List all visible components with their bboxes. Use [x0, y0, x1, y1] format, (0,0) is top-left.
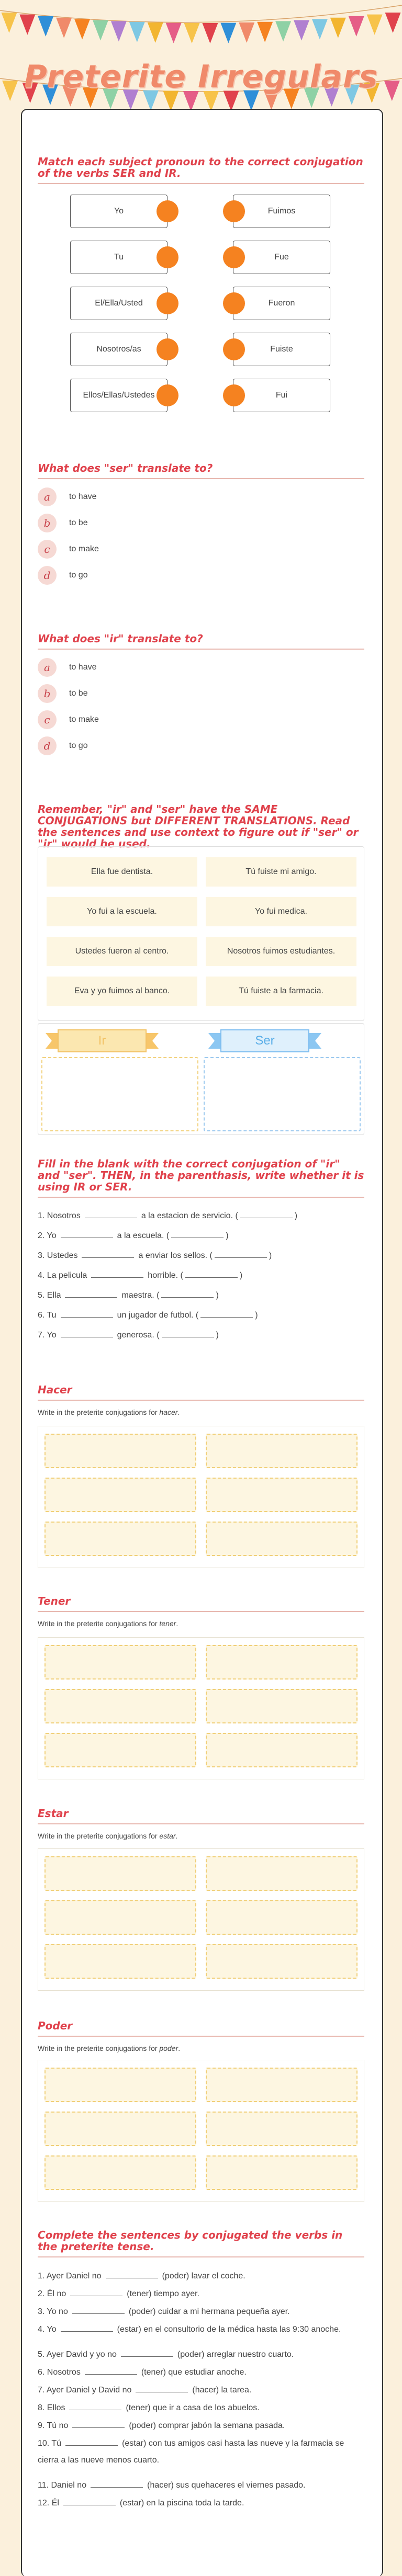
estar-conjugation-table — [38, 1848, 364, 1991]
sentence-end: (estar) con tus amigos casi hasta las nueve y la farmacia se cierra a las nueve menos cuarto. — [38, 2439, 344, 2465]
answer-blank[interactable] — [61, 1230, 113, 1238]
fill-sentence — [38, 1250, 272, 1261]
paren-close: ) — [294, 1211, 298, 1220]
sentence-end: a la estacion de servicio. ( — [141, 1211, 238, 1220]
match-left-item[interactable]: Nosotros/as — [70, 333, 168, 366]
answer-blank[interactable] — [91, 2480, 143, 2488]
answer-blank[interactable] — [121, 2349, 173, 2357]
tener-section — [38, 1595, 364, 1628]
sentence-start: 4. La pelicula — [38, 1271, 87, 1280]
answer-option[interactable] — [38, 487, 96, 506]
conjugation-input-cell[interactable] — [206, 2155, 358, 2190]
match-connector-dot[interactable] — [157, 246, 178, 268]
question-ser-heading: What does "ser" translate to? — [38, 462, 213, 474]
sort-item-card[interactable]: Yo fui a la escuela. — [47, 897, 197, 926]
conjugation-input-cell[interactable] — [44, 1645, 196, 1679]
sort-item-card[interactable]: Nosotros fuimos estudiantes. — [206, 937, 356, 966]
bunting-flag — [38, 16, 53, 37]
conjugation-input-cell[interactable] — [44, 2155, 196, 2190]
conjugation-input-cell[interactable] — [44, 1522, 196, 1556]
answer-blank[interactable] — [65, 1290, 117, 1298]
category-ir-label: Ir — [98, 1034, 106, 1048]
match-right-item[interactable]: Fui — [233, 379, 330, 412]
answer-blank[interactable] — [85, 1210, 137, 1218]
paren-close: ) — [216, 1291, 219, 1300]
complete-sentence — [38, 2418, 364, 2434]
match-connector-dot[interactable] — [157, 338, 178, 360]
bunting-flag — [148, 22, 163, 43]
tener-conjugation-table — [38, 1637, 364, 1779]
complete-sentence — [38, 2364, 364, 2381]
conjugation-input-cell[interactable] — [206, 1856, 358, 1891]
match-left-item[interactable]: El/Ella/Usted — [70, 287, 168, 320]
complete-sentence — [38, 2477, 364, 2494]
sentence-start: 4. Yo — [38, 2325, 57, 2334]
answer-option[interactable] — [38, 566, 88, 585]
divider — [38, 183, 364, 184]
poder-heading: Poder — [38, 2019, 73, 2032]
ir-ser-blank[interactable] — [171, 1230, 224, 1238]
option-text: to go — [69, 571, 88, 580]
complete-heading: Complete the sentences by conjugated the verbs in the preterite tense. — [38, 2229, 343, 2253]
sort-item-card[interactable]: Tú fuiste a la farmacia. — [206, 977, 356, 1006]
sentence-start: 6. Nosotros — [38, 2368, 81, 2377]
conjugation-input-cell[interactable] — [206, 2112, 358, 2146]
divider — [38, 478, 364, 479]
option-text: to have — [69, 492, 97, 501]
ir-ser-blank[interactable] — [215, 1250, 267, 1258]
sort-item-card[interactable]: Yo fui medica. — [206, 897, 356, 926]
bunting-flag — [257, 22, 273, 42]
answer-blank[interactable] — [70, 2288, 122, 2296]
poder-conjugation-table — [38, 2060, 364, 2202]
sentence-start: 9. Tú no — [38, 2421, 69, 2430]
divider — [38, 1823, 364, 1824]
conjugation-input-cell[interactable] — [44, 1900, 196, 1935]
fill-sentence — [38, 1310, 258, 1321]
ir-ser-blank[interactable] — [185, 1270, 238, 1278]
answer-option[interactable] — [38, 736, 88, 755]
question-ir — [38, 633, 364, 650]
sentence-end: horrible. ( — [148, 1271, 183, 1280]
answer-blank[interactable] — [63, 2498, 116, 2505]
option-letter: c — [38, 540, 57, 559]
match-left-item[interactable]: Tu — [70, 241, 168, 274]
sentence-end: (poder) arreglar nuestro cuarto. — [177, 2350, 294, 2359]
sentence-end: (poder) comprar jabón la semana pasada. — [129, 2421, 285, 2430]
fill-sentence — [38, 1290, 219, 1301]
conjugation-input-cell[interactable] — [44, 1733, 196, 1767]
option-letter: d — [38, 736, 57, 755]
category-board — [38, 1023, 364, 1135]
ir-ser-blank[interactable] — [161, 1290, 214, 1298]
bunting-flag — [56, 18, 72, 38]
answer-blank[interactable] — [85, 2367, 137, 2375]
sentence-end: (tener) que estudiar anoche. — [141, 2368, 247, 2377]
sort-section — [38, 803, 364, 849]
match-right-item[interactable]: Fuiste — [233, 333, 330, 366]
ir-ser-blank[interactable] — [162, 1330, 214, 1337]
sentence-start: 2. Él no — [38, 2289, 66, 2298]
sentence-end: (poder) lavar el coche. — [162, 2272, 245, 2280]
option-letter: c — [38, 710, 57, 729]
match-connector-dot[interactable] — [157, 384, 178, 406]
match-connector-dot[interactable] — [223, 246, 245, 268]
option-text: to be — [69, 689, 88, 698]
conjugation-input-cell[interactable] — [206, 1478, 358, 1512]
sort-item-card[interactable]: Ella fue dentista. — [47, 857, 197, 887]
divider — [38, 2256, 364, 2257]
option-letter: b — [38, 684, 57, 703]
complete-sentence — [38, 2286, 364, 2302]
sentence-start: 1. Ayer Daniel no — [38, 2272, 102, 2280]
sentence-end: (tener) que ir a casa de los abuelos. — [126, 2403, 260, 2412]
question-ser — [38, 462, 364, 479]
match-right-item[interactable]: Fueron — [233, 287, 330, 320]
paren-close: ) — [226, 1231, 229, 1240]
sentence-end: (estar) en la piscina toda la tarde. — [119, 2499, 244, 2507]
match-connector-dot[interactable] — [223, 338, 245, 360]
sentence-start: 11. Daniel no — [38, 2481, 87, 2490]
bunting-flag — [220, 23, 236, 43]
sentence-end: (hacer) la tarea. — [192, 2386, 252, 2395]
poder-section — [38, 2020, 364, 2052]
paren-close: ) — [269, 1251, 272, 1260]
sentence-start: 10. Tú — [38, 2439, 62, 2448]
sort-items-grid — [38, 846, 364, 1021]
tener-instructions: Write in the preterite conjugations for tener. — [38, 1619, 178, 1628]
conjugation-input-cell[interactable] — [44, 1689, 196, 1723]
divider — [38, 649, 364, 650]
option-text: to be — [69, 518, 88, 527]
header — [0, 0, 402, 120]
bunting-flag — [184, 23, 200, 43]
match-connector-dot[interactable] — [157, 200, 178, 222]
option-text: to have — [69, 663, 97, 672]
match-connector-dot[interactable] — [157, 292, 178, 314]
sort-item-card[interactable]: Tú fuiste mi amigo. — [206, 857, 356, 887]
tener-heading: Tener — [38, 1595, 71, 1607]
conjugation-input-cell[interactable] — [206, 1434, 358, 1468]
hacer-section — [38, 1384, 364, 1416]
option-text: to make — [69, 715, 99, 724]
paren-close: ) — [255, 1311, 258, 1320]
complete-sentence — [38, 2400, 364, 2416]
estar-section — [38, 1808, 364, 1840]
fill-sentence — [38, 1230, 229, 1241]
conjugation-input-cell[interactable] — [44, 1856, 196, 1891]
hacer-instructions: Write in the preterite conjugations for hacer. — [38, 1408, 180, 1416]
answer-blank[interactable] — [61, 1330, 113, 1337]
poder-instructions: Write in the preterite conjugations for poder. — [38, 2044, 181, 2052]
sentence-end: a enviar los sellos. ( — [138, 1251, 213, 1260]
answer-blank[interactable] — [65, 2438, 118, 2446]
sentence-end: (estar) en el consultorio de la médica hasta las 9:30 anoche. — [117, 2325, 341, 2334]
fill-sentence — [38, 1330, 219, 1341]
estar-instructions: Write in the preterite conjugations for estar. — [38, 1832, 178, 1840]
conjugation-input-cell[interactable] — [44, 1434, 196, 1468]
sentence-start: 5. Ella — [38, 1291, 61, 1300]
match-right-item[interactable]: Fue — [233, 241, 330, 274]
conjugation-input-cell[interactable] — [206, 1645, 358, 1679]
sentence-start: 3. Ustedes — [38, 1251, 78, 1260]
sentence-start: 3. Yo no — [38, 2307, 68, 2316]
conjugation-input-cell[interactable] — [206, 1689, 358, 1723]
conjugation-input-cell[interactable] — [206, 1522, 358, 1556]
category-ser-dropzone[interactable] — [204, 1057, 361, 1131]
category-ser-label: Ser — [255, 1034, 275, 1048]
answer-blank[interactable] — [72, 2420, 125, 2428]
complete-sentence — [38, 2268, 364, 2285]
sentence-end: un jugador de futbol. ( — [117, 1311, 199, 1320]
divider — [38, 2036, 364, 2037]
paren-close: ) — [216, 1331, 219, 1340]
bunting-flag — [93, 20, 108, 41]
divider — [38, 1400, 364, 1401]
sentence-end: maestra. ( — [121, 1291, 160, 1300]
page-title: Preterite Irregulars — [24, 59, 378, 95]
match-left-item[interactable]: Yo — [70, 195, 168, 228]
complete-sentence — [38, 2303, 364, 2320]
answer-blank[interactable] — [136, 2385, 188, 2392]
conjugation-input-cell[interactable] — [44, 2112, 196, 2146]
sentence-end: a la escuela. ( — [117, 1231, 170, 1240]
option-letter: d — [38, 566, 57, 585]
fill-section — [38, 1158, 364, 1198]
ir-ser-blank[interactable] — [240, 1210, 293, 1218]
estar-heading: Estar — [38, 1807, 69, 1820]
bunting-flag — [202, 23, 218, 43]
answer-option[interactable] — [38, 514, 88, 532]
bunting-flag — [74, 19, 90, 39]
sort-item-card[interactable]: Ustedes fueron al centro. — [47, 937, 197, 966]
bunting-flag — [330, 18, 346, 38]
complete-sentence — [38, 2346, 364, 2363]
hacer-heading: Hacer — [38, 1383, 72, 1396]
match-connector-dot[interactable] — [223, 200, 245, 222]
question-ir-options — [38, 658, 364, 763]
answer-blank[interactable] — [106, 2271, 158, 2278]
answer-blank[interactable] — [91, 1270, 143, 1278]
bunting-flag — [385, 13, 401, 33]
fill-sentence — [38, 1270, 242, 1281]
match-heading: Match each subject pronoun to the correct conjugation of the verbs SER and IR. — [38, 155, 363, 179]
sentence-start: 2. Yo — [38, 1231, 57, 1240]
conjugation-input-cell[interactable] — [206, 2068, 358, 2102]
sentence-start: 7. Yo — [38, 1331, 57, 1340]
complete-section — [38, 2229, 364, 2257]
sentence-start: 7. Ayer Daniel y David no — [38, 2386, 132, 2395]
bunting-flag — [275, 21, 291, 41]
option-text: to go — [69, 741, 88, 750]
sort-item-card[interactable]: Eva y yo fuimos al banco. — [47, 977, 197, 1006]
bunting-flag — [129, 22, 145, 42]
fill-heading: Fill in the blank with the correct conjugation of "ir" and "ser". THEN, in the parenthasis, write whether it is using IR or SER. — [38, 1158, 364, 1193]
answer-blank[interactable] — [61, 2324, 113, 2332]
complete-sentence — [38, 2435, 364, 2469]
divider — [38, 1197, 364, 1198]
option-text: to make — [69, 544, 99, 553]
conjugation-input-cell[interactable] — [206, 1900, 358, 1935]
match-left-item[interactable]: Ellos/Ellas/Ustedes — [70, 379, 168, 412]
conjugation-input-cell[interactable] — [44, 2068, 196, 2102]
bunting-flag — [349, 16, 364, 37]
sentence-end: (hacer) sus quehaceres el viernes pasado. — [147, 2481, 306, 2490]
complete-sentence — [38, 2382, 364, 2399]
bunting-flag — [312, 19, 328, 39]
answer-option[interactable] — [38, 658, 96, 677]
sentence-end: (poder) cuidar a mi hermana pequeña ayer. — [128, 2307, 290, 2316]
hacer-conjugation-table — [38, 1426, 364, 1568]
category-ir-dropzone[interactable] — [41, 1057, 198, 1131]
answer-option[interactable] — [38, 684, 88, 703]
complete-sentence — [38, 2495, 364, 2512]
question-ir-heading: What does "ir" translate to? — [38, 632, 203, 645]
answer-option[interactable] — [38, 710, 99, 729]
conjugation-input-cell[interactable] — [44, 1478, 196, 1512]
option-letter: a — [38, 658, 57, 677]
bunting-flag — [367, 15, 383, 35]
sort-heading: Remember, "ir" and "ser" have the SAME CONJUGATIONS but DIFFERENT TRANSLATIONS. Read the sentences and use context to figure out if "ser" or "ir" would be used. — [38, 803, 359, 850]
bunting-flag — [19, 15, 35, 35]
sentence-end: (tener) tiempo ayer. — [127, 2289, 199, 2298]
sentence-start: 6. Tu — [38, 1311, 57, 1320]
conjugation-input-cell[interactable] — [44, 1944, 196, 1979]
match-right-item[interactable]: Fuimos — [233, 195, 330, 228]
sentence-start: 1. Nosotros — [38, 1211, 81, 1220]
divider — [38, 1611, 364, 1612]
sentence-start: 12. Él — [38, 2499, 59, 2507]
match-section — [38, 156, 364, 184]
answer-blank[interactable] — [72, 2306, 125, 2314]
answer-option[interactable] — [38, 540, 99, 559]
sentence-start: 5. Ayer David y yo no — [38, 2350, 117, 2359]
answer-blank[interactable] — [61, 1310, 113, 1318]
ir-ser-blank[interactable] — [200, 1310, 253, 1318]
answer-blank[interactable] — [82, 1250, 134, 1258]
answer-blank[interactable] — [69, 2402, 121, 2410]
bunting-flag — [1, 13, 17, 33]
bunting-flag — [166, 23, 182, 43]
bunting-flag — [239, 22, 254, 43]
match-connector-dot[interactable] — [223, 292, 245, 314]
sentence-start: 8. Ellos — [38, 2403, 65, 2412]
bunting-flag — [111, 21, 127, 41]
sentence-end: generosa. ( — [117, 1331, 160, 1340]
paren-close: ) — [239, 1271, 243, 1280]
question-ser-options — [38, 487, 364, 592]
conjugation-input-cell[interactable] — [206, 1944, 358, 1979]
fill-sentence — [38, 1210, 297, 1221]
match-connector-dot[interactable] — [223, 384, 245, 406]
conjugation-input-cell[interactable] — [206, 1733, 358, 1767]
complete-sentence — [38, 2321, 364, 2338]
option-letter: b — [38, 514, 57, 532]
option-letter: a — [38, 487, 57, 506]
bunting-flag — [294, 20, 309, 41]
